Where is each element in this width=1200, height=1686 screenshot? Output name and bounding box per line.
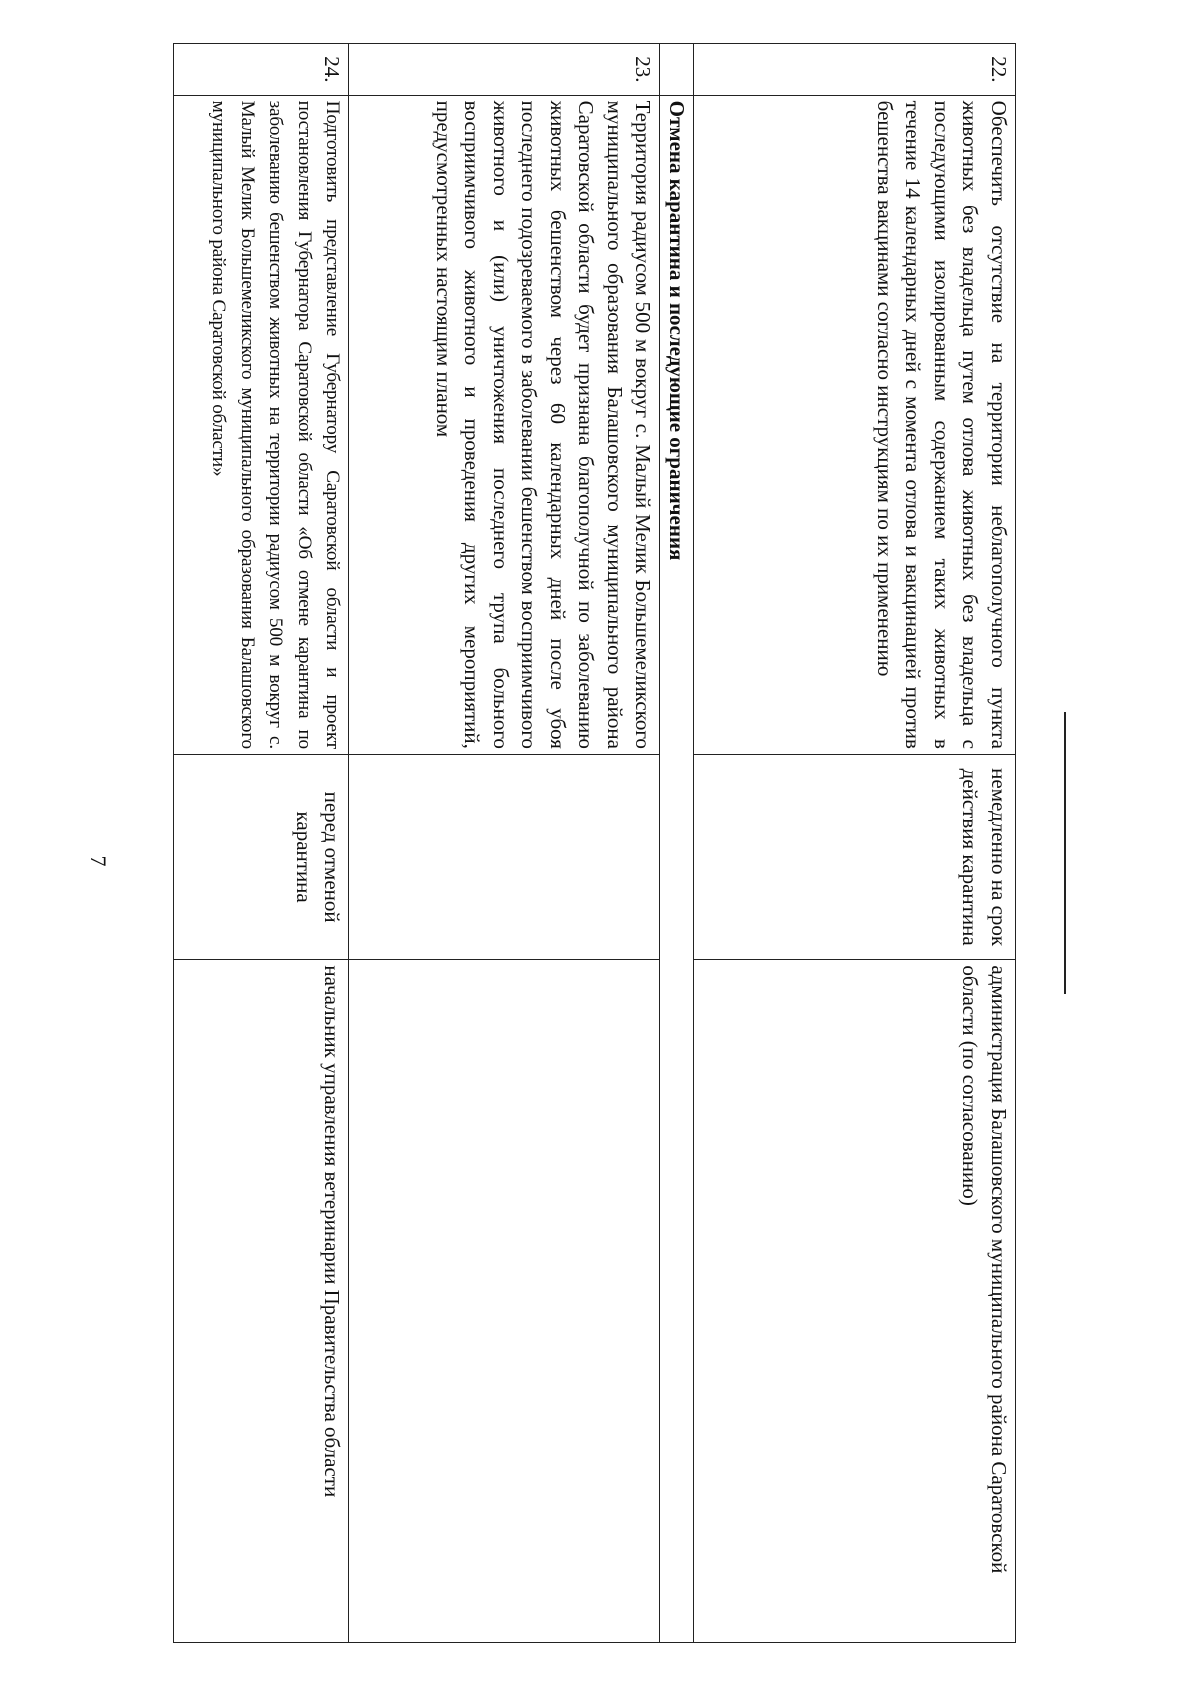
section-row	[660, 44, 694, 1643]
row-action: Подготовить представление Губернатору Саратовской области и проект постановления Губернатора Саратовской области «Об отмене карантина по заболеванию бешенством животных на территории радиусом 500 м вокруг с. Малый Мелик Большемеликского муниципального образования Балашовского муниципального района Саратовской области»	[174, 95, 349, 754]
plan-table-rotated	[174, 43, 1016, 1643]
row-term	[349, 754, 660, 959]
measures-table	[174, 43, 1017, 1643]
table-row	[174, 44, 349, 1643]
row-responsible: начальник управления ветеринарии Правительства области	[174, 960, 349, 1643]
section-title: Отмена карантина и последующие ограничения	[660, 95, 694, 1642]
row-action: Обеспечить отсутствие на территории неблагополучного пункта животных без владельца путем отлова животных без владельца с последующими изолированным содержанием таких животных в течение 14 календарных дней с момента отлова и вакцинацией против бешенства вакцинами согласно инструкциям по их применению	[694, 95, 1016, 754]
page-number: 7	[86, 855, 111, 867]
table-row	[349, 44, 660, 1643]
row-number: 24.	[174, 44, 349, 96]
table-row	[694, 44, 1016, 1643]
row-term: перед отменой карантина	[174, 754, 349, 959]
row-responsible	[349, 960, 660, 1643]
section-spacer	[660, 44, 694, 96]
end-rule	[1064, 712, 1066, 994]
row-term: немедленно на срок действия карантина	[694, 754, 1016, 959]
row-number: 22.	[694, 44, 1016, 96]
row-action: Территория радиусом 500 м вокруг с. Малый Мелик Большемеликского муниципального образования Балашовского муниципального района Саратовской области будет признана благополучной по заболеванию животных бешенством через 60 календарных дней после убоя последнего подозреваемого в заболевании бешенством восприимчивого животного и (или) уничтожения последнего трупа больного восприимчивого животного и проведения других мероприятий, предусмотренных настоящим планом	[349, 95, 660, 754]
row-number: 23.	[349, 44, 660, 96]
row-responsible: администрация Балашовского муниципального района Саратовской области (по согласованию)	[694, 960, 1016, 1643]
